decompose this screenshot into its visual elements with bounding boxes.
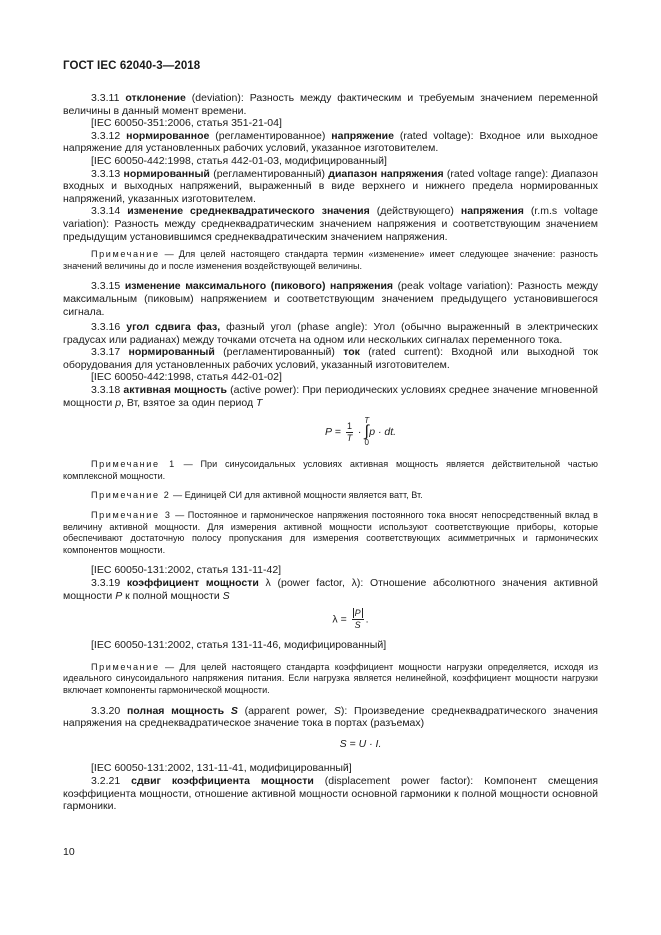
definition-3-3-19: 3.3.19 коэффициент мощности λ (power factor, λ): Отношение абсолютного значения активной мощности P к полной мощности S xyxy=(63,577,598,602)
note: Примечание — Для целей настоящего стандарта коэффициент мощности нагрузки определяется, исходя из идеального синусоидального напряжения питания. Если нагрузка является нелинейной, коэффициент мощности нагрузки включает компоненты гармонической мощности. xyxy=(63,661,598,695)
definition-3-3-14: 3.3.14 изменение среднеквадратического значения (действующего) напряжения (r.m.s voltage variation): Разность между среднеквадратическим значением напряжения и соответствующим значением предыдущим установившимся среднеквадратическим значением напряжения. xyxy=(63,205,598,243)
definition-3-3-20: 3.3.20 полная мощность S (apparent power, S): Произведение среднеквадратического значения напряжения на среднеквадратическое значение тока в портах (разъемах) xyxy=(63,704,598,730)
definition-3-3-18: 3.3.18 активная мощность (active power): При периодических условиях среднее значение мгновенной мощности p, Вт, взятое за один период T xyxy=(63,384,598,409)
definition-3-3-15: 3.3.15 изменение максимального (пикового) напряжения (peak voltage variation): Разность между максимальным (пиковым) напряжением и соответствующим значением предыдущего установившегося сигнала. xyxy=(63,280,598,318)
reference: [IEC 60050-131:2002, статья 131-11-46, модифицированный] xyxy=(91,639,387,652)
reference: [IEC 60050-131:2002, статья 131-11-42] xyxy=(91,564,282,577)
definition-3-3-11: 3.3.11 отклонение (deviation): Разность между фактическим и требуемым значением переменной величины в данный момент времени. xyxy=(63,92,599,117)
document-body xyxy=(63,92,598,813)
note-2: Примечание 2 — Единицей СИ для активной мощности является ватт, Вт. xyxy=(91,490,423,501)
note-3: Примечание 3 — Постоянное и гармоническое напряжения постоянного тока вносят непосредственный вклад в величину активной мощности. Для измерения активной мощности используют соответствующие приборы, которые обеспечивают достаточную полосу пропускания для измерения соответствующих асимметричных и гармонических компонентов мощности. xyxy=(63,510,598,555)
note: Примечание — Для целей настоящего стандарта термин «изменение» имеет следующее значение: разность значений величины до и после изменения воздействующей величины. xyxy=(63,249,598,271)
note-1: Примечание 1 — При синусоидальных условиях активная мощность является действительной частью комплексной мощности. xyxy=(63,459,598,481)
formula-apparent-power: S = U · I. xyxy=(339,737,382,750)
formula-active-power: P = $\frac{1}{T}$ · T ∫ 0 p · dt. xyxy=(324,416,397,448)
document-header: ГОСТ IEC 62040-3—2018 xyxy=(63,60,201,72)
page-number: 10 xyxy=(63,846,75,858)
reference: [IEC 60050-442:1998, статья 442-01-03, модифицированный] xyxy=(91,154,387,167)
definition-3-3-17: 3.3.17 нормированный (регламентированный) ток (rated current): Входной или выходной ток оборудования для установленных рабочих условий, указанный изготовителем. xyxy=(63,346,599,371)
definition-3-3-16: 3.3.16 угол сдвига фаз, фазный угол (phase angle): Угол (обычно выраженный в электрических градусах или радианах) между точками отсчета на одном или нескольких сигналах переменного тока. xyxy=(63,321,599,346)
reference: [IEC 60050-442:1998, статья 442-01-02] xyxy=(91,371,282,384)
definition-3-2-21: 3.2.21 сдвиг коэффициента мощности (displacement power factor): Компонент смещения коэффициента мощности, отношение активной мощности основной гармоники к полной мощности основной гармоники. xyxy=(63,774,598,813)
formula-power-factor: λ = $\frac{P}{S}$ . xyxy=(332,608,369,631)
reference: [IEC 60050-351:2006, статья 351-21-04] xyxy=(91,117,282,130)
reference: [IEC 60050-131:2002, 131-11-41, модифицированный] xyxy=(91,762,352,775)
definition-3-3-12: 3.3.12 нормированное (регламентированное) напряжение (rated voltage): Входное или выходное напряжение для установленных рабочих условий, указанное изготовителем. xyxy=(63,129,598,155)
definition-3-3-13: 3.3.13 нормированный (регламентированный) диапазон напряжения (rated voltage range): Диапазон входных и выходных напряжений, выраженный в виде верхнего и нижнего предела нормированных напряжений, указанных изготовителем. xyxy=(63,167,598,205)
